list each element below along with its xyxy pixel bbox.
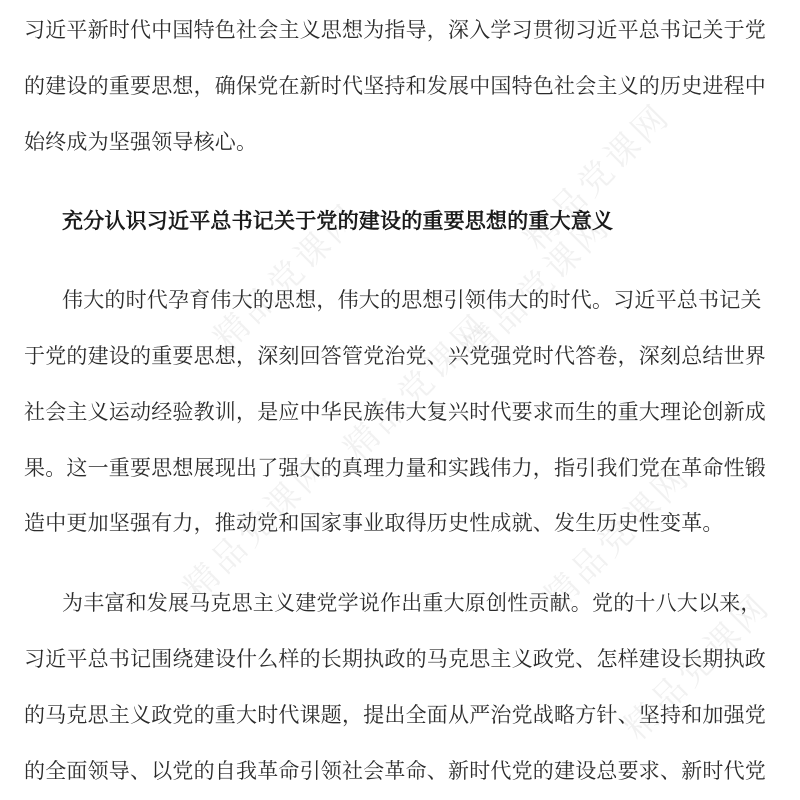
paragraph-line: 习近平新时代中国特色社会主义思想为指导，深入学习贯彻习近平总书记关于党 [24,18,766,42]
watermark: 精品党课网 [516,95,679,259]
paragraph-line: 造中更加坚强有力，推动党和国家事业取得历史性成就、发生历史性变革。 [24,511,724,535]
watermark: 精品党课网 [176,445,339,609]
watermark: 精品党课网 [336,305,499,469]
paragraph-line: 始终成为坚强领导核心。 [24,130,258,154]
watermark: 精品党课网 [206,195,369,359]
paragraph-line: 的马克思主义政党的重大时代课题，提出全面从严治党战略方针、坚持和加强党 [24,703,766,727]
paragraph-line: 于党的建设的重要思想，深刻回答管党治党、兴党强党时代答卷，深刻总结世界 [24,344,766,368]
paragraph-line: 社会主义运动经验教训，是应中华民族伟大复兴时代要求而生的重大理论创新成 [24,400,766,424]
paragraph-line: 伟大的时代孕育伟大的思想，伟大的思想引领伟大的时代。习近平总书记关 [62,288,762,312]
watermark: 精品党课网 [456,205,619,369]
paragraph-line: 的建设的重要思想，确保党在新时代坚持和发展中国特色社会主义的历史进程中 [24,74,766,98]
paragraph-line: 的全面领导、以党的自我革命引领社会革命、新时代党的建设总要求、新时代党 [24,759,766,783]
paragraph-line: 习近平总书记围绕建设什么样的长期执政的马克思主义政党、怎样建设长期执政 [24,647,766,671]
watermark: 精品党课网 [616,585,779,749]
paragraph-line: 果。这一重要思想展现出了强大的真理力量和实践伟力，指引我们党在革命性锻 [24,456,766,480]
section-heading: 充分认识习近平总书记关于党的建设的重要思想的重大意义 [62,209,614,233]
paragraph-line: 为丰富和发展马克思主义建党学说作出重大原创性贡献。党的十八大以来， [62,591,762,615]
watermark: 精品党课网 [536,455,699,619]
